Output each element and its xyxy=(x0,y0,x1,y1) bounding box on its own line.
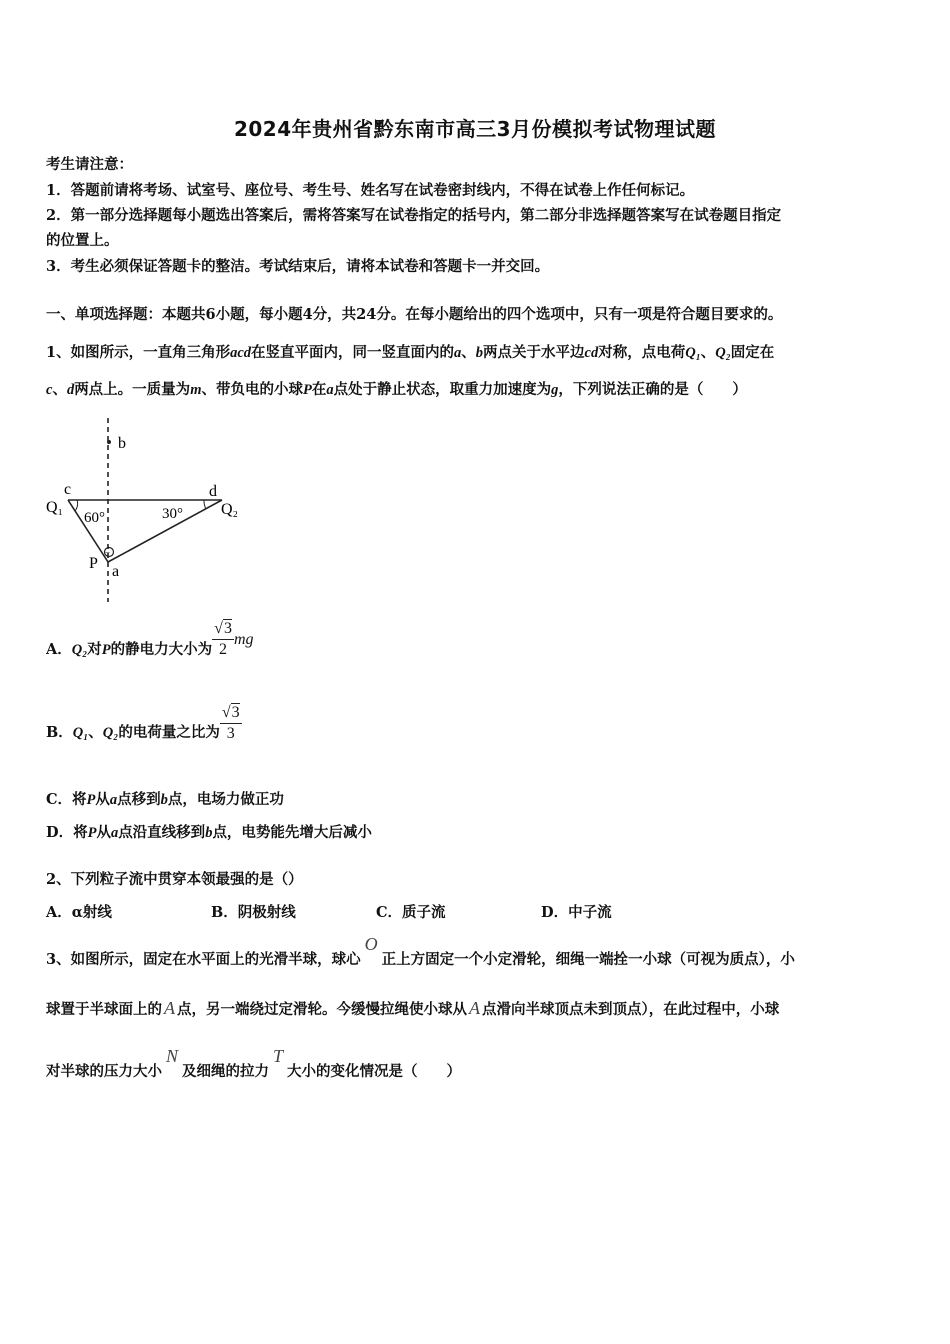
notice-header: 考生请注意： xyxy=(46,156,133,173)
notice-item: 2．第一部分选择题每小题选出答案后，需将答案写在试卷指定的括号内，第二部分非选择题答案写在试卷题目指定 xyxy=(46,207,782,224)
q3-stem-line3: 对半球的压力大小N及细绳的拉力T大小的变化情况是（ ） xyxy=(46,1046,462,1080)
label-d: d xyxy=(209,483,217,500)
label-b: b xyxy=(118,435,126,452)
notice-item: 3．考生必须保证答题卡的整洁。考试结束后，请将本试卷和答题卡一并交回。 xyxy=(46,258,550,275)
label-p: P xyxy=(89,555,98,572)
notice-item: 1．答题前请将考场、试室号、座位号、考生号、姓名写在试卷密封线内，不得在试卷上作任何标记。 xyxy=(46,182,695,199)
page-title: 2024年贵州省黔东南市高三3月份模拟考试物理试题 xyxy=(233,117,717,141)
q3-stem-line2: 球置于半球面上的 A 点，另一端绕过定滑轮。今缓慢拉绳使小球从 A 点滑向半球顶点未到顶点），在此过程中，小球 xyxy=(46,998,780,1018)
angle-arc-d xyxy=(204,500,206,509)
q2-option: D．中子流 xyxy=(541,904,612,921)
notice-item: 的位置上。 xyxy=(46,232,119,249)
label-c: c xyxy=(64,481,72,498)
q2-option: B．阴极射线 xyxy=(211,904,296,921)
angle-arc-c xyxy=(75,500,78,511)
q1-option-c: C．将P从a点移到b点，电场力做正功 xyxy=(46,791,284,808)
label-q2: Q₂ xyxy=(221,501,239,518)
angle-60-label: 60° xyxy=(84,510,105,526)
label-q1: Q₁ xyxy=(46,499,64,516)
q2-option: C．质子流 xyxy=(376,904,446,921)
angle-30-label: 30° xyxy=(162,506,183,522)
q2-stem: 2、下列粒子流中贯穿本领最强的是（） xyxy=(46,871,303,888)
q2-option: A．α射线 xyxy=(46,904,112,921)
q1-option-a: A．Q₂对P的静电力大小为 $\frac{√3}{2}$ mg xyxy=(46,620,254,658)
fraction-sqrt3-over-3: $\frac{√3}{3}$ xyxy=(221,704,240,742)
point-b xyxy=(107,440,111,444)
q1-stem-line2: c、d两点上。一质量为m、带负电的小球P在a点处于静止状态，取重力加速度为g，下列说法正确的是（ ） xyxy=(46,381,747,398)
q1-stem-line1: 1、如图所示，一直角三角形acd在竖直平面内，同一竖直面内的a、b两点关于水平边cd对称，点电荷Q₁、Q₂固定在 xyxy=(46,344,775,361)
q1-option-b: B．Q₁、Q₂的电荷量之比为 $\frac{√3}{3}$ xyxy=(46,704,240,742)
label-a: a xyxy=(112,563,120,580)
q1-option-d: D．将P从a点沿直线移到b点，电势能先增大后减小 xyxy=(46,824,372,841)
q3-stem-line1: 3、如图所示，固定在水平面上的光滑半球，球心O正上方固定一个小定滑轮，细绳一端拴一小球（可视为质点），小 xyxy=(46,934,795,968)
fraction-sqrt3-over-2: $\frac{√3}{2}$ xyxy=(214,620,232,658)
section-heading: 一、单项选择题：本题共6小题，每小题4分，共24分。在每小题给出的四个选项中，只有一项是符合题目要求的。 xyxy=(46,306,783,323)
charge-sign: − xyxy=(105,547,111,558)
q1-figure xyxy=(40,410,260,610)
